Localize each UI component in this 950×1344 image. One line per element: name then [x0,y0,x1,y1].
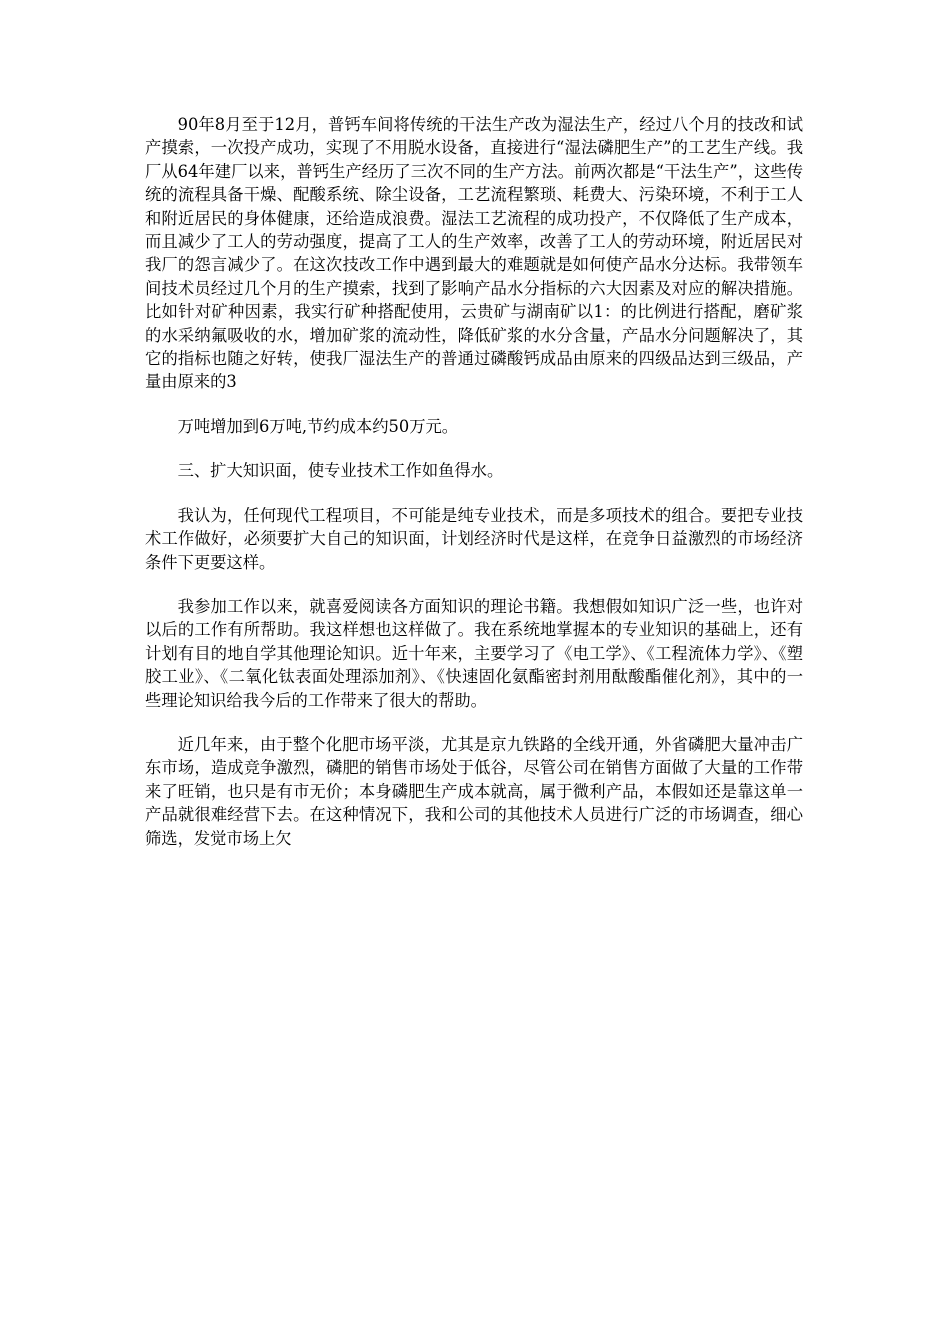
section-heading-broaden-knowledge: 三、扩大知识面，使专业技术工作如鱼得水。 [177,461,504,481]
paragraph-output-increase: 万吨增加到6万吨,节约成本约50万元。 [177,416,459,436]
paragraph-process-reform: 90年8月至于12月，普钙车间将传统的干法生产改为湿法生产，经过八个月的技改和试产摸索，一次投产成功，实现了不用脱水设备，直接进行“湿法磷肥生产”的工艺生产线。我厂从64年建厂以来，普钙生产经历了三次不同的生产方法。前两次都是“干法生产”，这些传统的流程具备干燥、配酸系统、除尘设备，工艺流程繁琐、耗费大、污染环境，不利于工人和附近居民的身体健康，还给造成浪费。湿法工艺流程的成功投产，不仅降低了生产成本，而且减少了工人的劳动强度，提高了工人的生产效率，改善了工人的劳动环境，附近居民对我厂的怨言减少了。在这次技改工作中遇到最大的难题就是如何使产品水分达标。我带领车间技术员经过几个月的生产摸索，找到了影响产品水分指标的六大因素及对应的解决措施。比如针对矿种因素，我实行矿种搭配使用，云贵矿与湖南矿以1：的比例进行搭配，磨矿浆的水采纳氟吸收的水，增加矿浆的流动性，降低矿浆的水分含量，产品水分问题解决了，其它的指标也随之好转，使我厂湿法生产的普通过磷酸钙成品由原来的四级品达到三级品，产量由原来的3 [145,115,803,392]
paragraph-self-study: 我参加工作以来，就喜爱阅读各方面知识的理论书籍。我想假如知识广泛一些，也许对以后的工作有所帮助。我这样想也这样做了。我在系统地掌握本的专业知识的基础上，还有计划有目的地自学其他理论知识。近十年来，主要学习了《电工学》、《工程流体力学》、《塑胶工业》、《二氧化钛表面处理添加剂》、《快速固化氨酯密封剂用酞酸酯催化剂》，其中的一些理论知识给我今后的工作带来了很大的帮助。 [145,596,803,710]
document-body [145,113,803,871]
paragraph-multi-discipline: 我认为，任何现代工程项目，不可能是纯专业技术，而是多项技术的组合。要把专业技术工作做好，必须要扩大自己的知识面，计划经济时代是这样，在竞争日益激烈的市场经济条件下更要这样。 [145,505,803,572]
paragraph-market-situation: 近几年来，由于整个化肥市场平淡，尤其是京九铁路的全线开通，外省磷肥大量冲击广东市场，造成竞争激烈，磷肥的销售市场处于低谷，尽管公司在销售方面做了大量的工作带来了旺销，也只是有市无价；本身磷肥生产成本就高，属于微利产品，本假如还是靠这单一产品就很难经营下去。在这种情况下，我和公司的其他技术人员进行广泛的市场调查，细心筛选，发觉市场上欠 [145,734,803,848]
